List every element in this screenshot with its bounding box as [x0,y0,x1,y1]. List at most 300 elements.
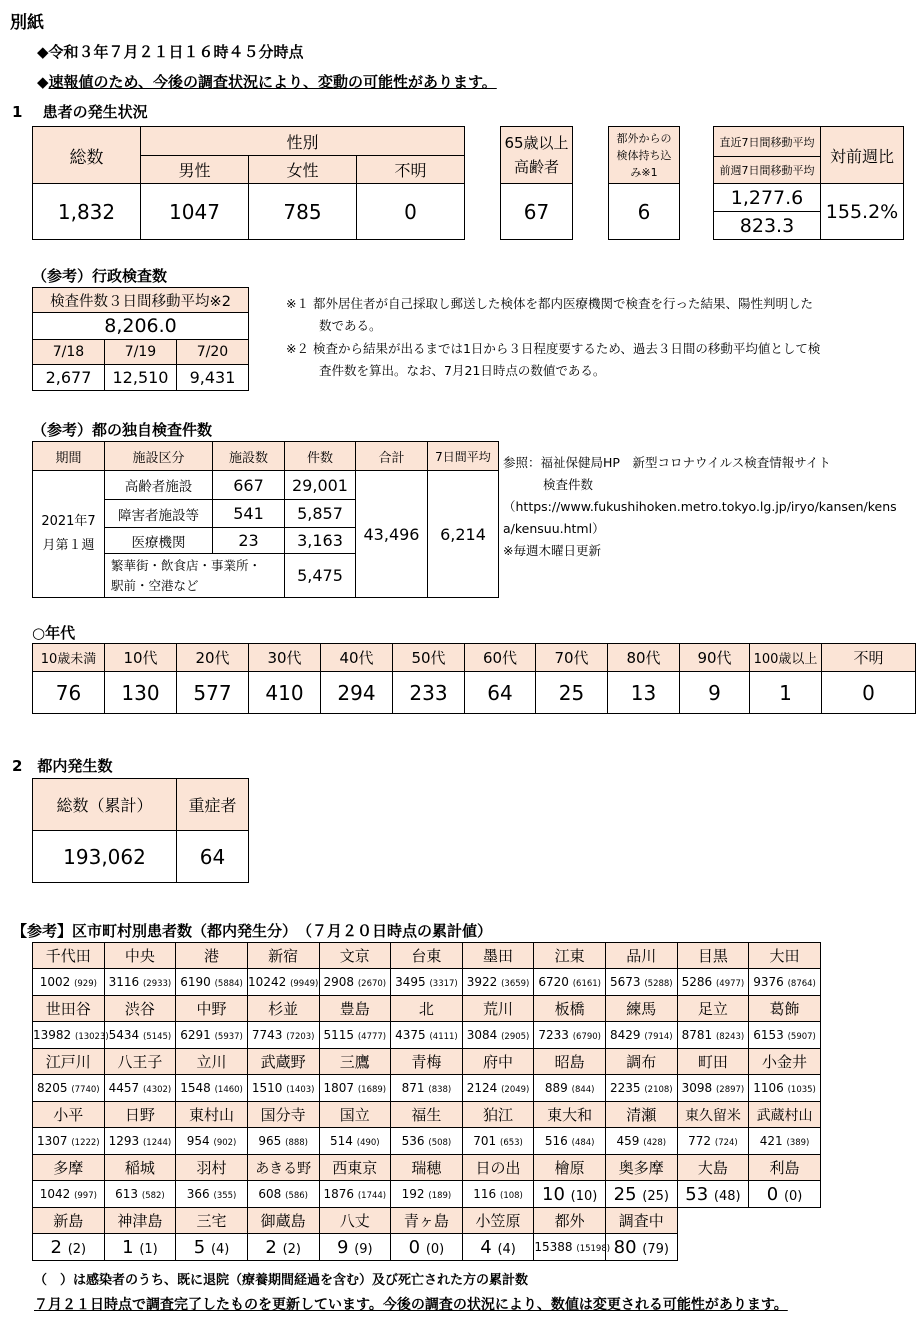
ward-count: 889 [544,1081,568,1095]
ward-count: 1807 [323,1081,355,1095]
age-value-cell: 25 [536,672,608,714]
col-avg7: 7日間平均 [428,442,499,471]
ward-count: 2 [265,1236,277,1258]
age-value-cell: 1 [750,672,822,714]
age-value-cell: 294 [321,672,393,714]
col-facilities: 施設数 [213,442,285,471]
ward-recovered: (9) [354,1241,373,1257]
ward-name: 狛江 [462,1102,534,1128]
ward-name: 立川 [176,1049,248,1075]
ward-recovered: (0) [783,1188,803,1204]
ward-value [677,1128,749,1155]
ward-recovered: (5145) [142,1032,172,1042]
avg7-cell: 6,214 [428,471,499,598]
ward-count: 7233 [538,1028,569,1042]
ward-recovered: (586) [285,1191,308,1201]
ward-recovered: (2897) [715,1085,745,1095]
ward-name: 中野 [176,996,248,1022]
ward-count: 6291 [180,1028,211,1042]
ward-name: 大島 [677,1155,749,1181]
recent-avg-label: 直近7日間移動平均 [714,127,821,157]
ward-recovered: (1689) [357,1085,387,1095]
total-cell: 43,496 [356,471,428,598]
ward-recovered: (9949) [290,979,319,989]
ward-name: 新宿 [247,943,319,969]
date-cell: 7/19 [105,340,177,365]
ward-recovered: (1403) [286,1085,315,1095]
ward-count: 5286 [681,975,713,989]
ward-name: 稲城 [104,1155,176,1181]
age-table [32,643,916,714]
ward-value [247,1022,319,1049]
ward-name: 小金井 [749,1049,821,1075]
ward-count: 1293 [108,1134,140,1148]
facilities-cell: 667 [213,471,285,500]
ward-name: 文京 [319,943,391,969]
patient-table [32,126,465,240]
ward-value [534,969,606,996]
ward-name: 江東 [534,943,606,969]
ward-value [319,969,391,996]
ward-count: 5673 [609,975,641,989]
ward-name: 都外 [534,1208,606,1234]
ward-value [677,1181,749,1208]
ward-count: 0 [766,1183,779,1205]
ward-value [247,1181,319,1208]
ward-name: 東村山 [176,1102,248,1128]
age-label-cell: 40代 [321,644,393,672]
ward-value [104,1234,176,1261]
ward-value [606,969,678,996]
ward-name: 三鷹 [319,1049,391,1075]
ratio-label: 対前週比 [821,127,904,184]
ward-recovered: (2905) [501,1032,530,1042]
ward-recovered: (2108) [644,1085,673,1095]
ward-count: 116 [473,1187,497,1201]
ward-recovered: (5907) [787,1032,816,1042]
severe-label: 重症者 [177,779,249,831]
age-label-cell: 20代 [177,644,249,672]
ward-count: 80 [613,1236,637,1258]
ward-name: 東大和 [534,1102,606,1128]
ward-name: 台東 [391,943,463,969]
age-label-cell: 100歳以上 [750,644,822,672]
ward-recovered: (844) [571,1085,595,1095]
facilities-cell: 541 [213,500,285,528]
ward-name: 北 [391,996,463,1022]
section2-heading: 2 都内発生数 [12,757,113,775]
ward-recovered: (7203) [286,1032,315,1042]
ward-value [462,1128,534,1155]
ward-name: 世田谷 [33,996,105,1022]
ward-count: 192 [401,1187,425,1201]
ward-count: 421 [759,1134,783,1148]
moving-avg-table [713,126,904,240]
ward-value [534,1022,606,1049]
ward-name: 調査中 [606,1208,678,1234]
ward-count: 459 [616,1134,640,1148]
ward-count: 2 [50,1236,62,1258]
ward-recovered: (4977) [715,979,745,989]
ward-recovered: (355) [213,1191,237,1201]
ward-name: 目黒 [677,943,749,969]
ward-name: 武蔵野 [247,1049,319,1075]
ward-recovered: (79) [642,1241,669,1257]
ward-name: 瑞穂 [391,1155,463,1181]
ward-count: 9376 [753,975,784,989]
outside-value: 6 [609,184,680,240]
male-value: 1047 [141,184,249,240]
ward-recovered: (189) [428,1191,452,1201]
elderly-value: 67 [501,184,573,240]
footnote-2: ※２ 検査から結果が出るまでは1日から３日程度要するため、過去３日間の移動平均値として検 査件数を算出。なお、7月21日時点の数値である。 [286,341,821,378]
ward-recovered: (997) [74,1191,97,1201]
ward-count: 4457 [108,1081,140,1095]
age-label-cell: 60代 [465,644,536,672]
col-total: 合計 [356,442,428,471]
age-value-cell: 233 [393,672,465,714]
wards-heading: 【参考】区市町村別患者数（都内発生分） （７月２０日時点の累計値） [12,922,493,940]
ward-recovered: (4777) [357,1032,387,1042]
ward-recovered: (7914) [644,1032,673,1042]
age-value-cell: 410 [249,672,321,714]
ward-name: 千代田 [33,943,105,969]
prev-avg-label: 前週7日間移動平均 [714,157,821,184]
ward-recovered: (1244) [142,1138,172,1148]
female-value: 785 [249,184,357,240]
unknown-value: 0 [357,184,465,240]
ward-name: 利島 [749,1155,821,1181]
ward-value [749,1128,821,1155]
ward-name: 足立 [677,996,749,1022]
ward-recovered: (838) [428,1085,452,1095]
ward-recovered: (1744) [357,1191,387,1201]
ward-name: 品川 [606,943,678,969]
ward-value [606,1181,678,1208]
ward-count: 4375 [395,1028,426,1042]
ward-name: 中央 [104,943,176,969]
timestamp-line: ◆令和３年７月２１日１６時４５分時点 [37,43,304,61]
ward-value [462,1181,534,1208]
unknown-label: 不明 [357,156,465,184]
ward-name: 小平 [33,1102,105,1128]
ward-value [606,1234,678,1261]
ward-recovered: (2933) [142,979,172,989]
count-cell: 5,475 [285,554,356,598]
ward-table [32,942,821,1261]
female-label: 女性 [249,156,357,184]
ward-recovered: (2) [282,1241,301,1257]
ward-count: 5434 [108,1028,140,1042]
category-cell: 高齢者施設 [105,471,213,500]
ward-name: 渋谷 [104,996,176,1022]
age-value-cell: 577 [177,672,249,714]
ward-recovered: (484) [571,1138,595,1148]
ward-name: 練馬 [606,996,678,1022]
ward-count: 3495 [395,975,426,989]
category-cell: 障害者施設等 [105,500,213,528]
ward-value [462,1075,534,1102]
ward-value [176,1181,248,1208]
ward-count: 3116 [108,975,140,989]
ward-count: 1548 [180,1081,211,1095]
ward-name: あきる野 [247,1155,319,1181]
ward-value [319,1075,391,1102]
ward-recovered: (5288) [644,979,673,989]
ward-count: 10242 [248,975,287,989]
category-cell: 繁華街・飲食店・事業所・ 駅前・空港など [105,554,285,598]
ward-value [606,1022,678,1049]
total-value: 1,832 [33,184,141,240]
ward-value [677,969,749,996]
ward-name: 羽村 [176,1155,248,1181]
ward-count: 1106 [753,1081,784,1095]
age-label-cell: 10歳未満 [33,644,105,672]
col-category: 施設区分 [105,442,213,471]
age-label-cell: 90代 [680,644,750,672]
ward-name: 小笠原 [462,1208,534,1234]
ward-value [247,1234,319,1261]
ward-count: 516 [544,1134,568,1148]
elderly-table [500,126,573,240]
total-label: 総数 [33,127,141,184]
ward-count: 10 [542,1183,565,1205]
age-value-cell: 0 [822,672,916,714]
ward-value [104,969,176,996]
ward-count: 366 [186,1187,210,1201]
ward-value [462,1234,534,1261]
ward-name: 奥多摩 [606,1155,678,1181]
ward-count: 608 [258,1187,282,1201]
ward-name: 武蔵村山 [749,1102,821,1128]
ward-count: 2908 [323,975,355,989]
ward-recovered: (490) [356,1138,380,1148]
ward-count: 5 [193,1236,206,1258]
ward-recovered: (4111) [429,1032,458,1042]
ward-name: 府中 [462,1049,534,1075]
ward-count: 871 [401,1081,425,1095]
ward-count: 6190 [180,975,211,989]
ward-name: 三宅 [176,1208,248,1234]
section1-heading: 1 患者の発生状況 [12,103,148,121]
cumulative-value: 193,062 [33,831,177,883]
ward-name: 西東京 [319,1155,391,1181]
ward-value [176,1022,248,1049]
ward-count: 2235 [609,1081,641,1095]
ward-count: 7743 [251,1028,283,1042]
ward-name: 荒川 [462,996,534,1022]
cumulative-label: 総数（累計） [33,779,177,831]
ward-value [33,1075,105,1102]
ward-recovered: (428) [643,1138,667,1148]
ward-value [176,969,248,996]
ward-count: 514 [330,1134,353,1148]
ward-name: 港 [176,943,248,969]
ward-count: 1002 [39,975,71,989]
ward-recovered: (25) [642,1188,669,1204]
ward-value [749,1181,821,1208]
avg-label: 検査件数３日間移動平均※2 [33,288,249,313]
ward-value [319,1022,391,1049]
ward-name: 新島 [33,1208,105,1234]
ward-name: 清瀬 [606,1102,678,1128]
outside-table [608,126,680,240]
ward-recovered: (2049) [501,1085,530,1095]
ward-value [462,969,534,996]
ward-name: 日の出 [462,1155,534,1181]
ward-count: 53 [685,1183,709,1205]
ward-value [33,1128,105,1155]
ward-count: 1042 [39,1187,71,1201]
ward-value [534,1234,611,1261]
ward-value [677,1022,749,1049]
ward-count: 8429 [609,1028,641,1042]
ward-recovered: (4302) [142,1085,172,1095]
ward-recovered: (888) [285,1138,308,1148]
ward-name: 青ヶ島 [391,1208,463,1234]
outside-label: 都外からの 検体持ち込 み※1 [609,127,680,184]
ward-count: 965 [258,1134,282,1148]
elderly-label: 65歳以上 高齢者 [501,127,573,184]
count-cell: 3,163 [285,528,356,554]
ward-count: 8781 [681,1028,713,1042]
ward-value [391,969,463,996]
ward-recovered: (929) [74,979,97,989]
ward-recovered: (653) [500,1138,523,1148]
ward-value [606,1075,678,1102]
recovered-footnote: （ ）は感染者のうち、既に退院（療養期間経過を含む）及び死亡された方の累計数 [34,1273,529,1288]
ward-recovered: (389) [786,1138,810,1148]
ward-count: 1307 [36,1134,68,1148]
ward-recovered: (1460) [214,1085,243,1095]
age-label-cell: 不明 [822,644,916,672]
preliminary-notice [37,71,497,92]
ward-count: 3922 [466,975,498,989]
ward-value [104,1075,176,1102]
sex-label: 性別 [141,127,465,156]
tests-value: 12,510 [105,365,177,391]
ward-name: 昭島 [534,1049,606,1075]
ward-value [677,1075,749,1102]
ward-name: 板橋 [534,996,606,1022]
ward-recovered: (7740) [71,1085,100,1095]
ward-count: 3084 [466,1028,498,1042]
ward-value [749,1075,821,1102]
ward-name: 青梅 [391,1049,463,1075]
ward-name: 江戸川 [33,1049,105,1075]
age-heading: ○年代 [32,624,76,642]
count-cell: 29,001 [285,471,356,500]
ward-value [391,1128,463,1155]
age-label-cell: 10代 [105,644,177,672]
ward-value [749,969,821,996]
ward-value [33,1181,105,1208]
ward-recovered: (4) [497,1241,516,1257]
ward-value [104,1128,176,1155]
ward-recovered: (508) [428,1138,452,1148]
ward-recovered: (2) [67,1241,87,1257]
ward-value [534,1128,606,1155]
ward-value [176,1234,248,1261]
ward-count: 25 [613,1183,637,1205]
ward-value [391,1075,463,1102]
ward-name: 御蔵島 [247,1208,319,1234]
ward-recovered: (13023) [75,1032,109,1042]
period-cell: 2021年7 月第１週 [33,471,105,598]
footnote-1: ※１ 都外居住者が自己採取し郵送した検体を都内医療機関で検査を行った結果、陽性判明した 数である。 [286,296,813,333]
ward-name: 神津島 [104,1208,176,1234]
age-value-cell: 130 [105,672,177,714]
ward-value [33,1022,109,1049]
ward-recovered: (1035) [787,1085,816,1095]
tests-value: 9,431 [177,365,249,391]
ward-value [319,1181,391,1208]
notice-text: 速報値のため、今後の調査状況により、変動の可能性があります。 [48,73,497,91]
ward-recovered: (0) [425,1241,445,1257]
metro-total-table [32,778,249,883]
admin-tests-table [32,287,249,391]
ward-name: 葛飾 [749,996,821,1022]
ward-count: 1510 [251,1081,283,1095]
ward-count: 6153 [753,1028,784,1042]
ward-recovered: (5937) [214,1032,243,1042]
age-label-cell: 50代 [393,644,465,672]
ward-recovered: (2670) [357,979,387,989]
age-label-cell: 30代 [249,644,321,672]
ward-name: 国分寺 [247,1102,319,1128]
severe-value: 64 [177,831,249,883]
ward-recovered: (3659) [501,979,530,989]
ward-value [391,1181,463,1208]
ward-value [534,1075,606,1102]
ward-name: 杉並 [247,996,319,1022]
ward-count: 701 [473,1134,497,1148]
ward-name: 町田 [677,1049,749,1075]
notice-marker: ◆ [37,73,49,91]
ward-count: 1876 [323,1187,355,1201]
ward-value [319,1234,391,1261]
ward-recovered: (8243) [715,1032,745,1042]
ward-value [176,1128,248,1155]
ward-recovered: (8764) [787,979,816,989]
page-title: 別紙 [10,13,44,33]
tests-value: 2,677 [33,365,105,391]
ward-value [534,1181,606,1208]
ward-name: 日野 [104,1102,176,1128]
age-value-cell: 9 [680,672,750,714]
ward-value [33,969,105,996]
metro-tests-table [32,441,499,598]
ward-name: 国立 [319,1102,391,1128]
ward-count: 613 [115,1187,139,1201]
ward-value [462,1022,534,1049]
ward-name: 檜原 [534,1155,606,1181]
ward-recovered: (6161) [572,979,601,989]
ward-value [391,1234,463,1261]
ward-count: 536 [401,1134,425,1148]
ward-recovered: (108) [500,1191,523,1201]
ward-recovered: (48) [713,1188,741,1204]
ward-count: 5115 [323,1028,355,1042]
ward-recovered: (1222) [71,1138,100,1148]
col-count: 件数 [285,442,356,471]
ward-count: 9 [337,1236,349,1258]
update-note: ７月２１日時点で調査完了したものを更新しています。今後の調査の状況により、数値は変更される可能性があります。 [34,1297,788,1313]
ward-count: 954 [186,1134,210,1148]
ward-count: 4 [480,1236,492,1258]
admin-tests-heading: （参考）行政検査数 [32,267,168,285]
ward-recovered: (15198) [576,1244,611,1254]
